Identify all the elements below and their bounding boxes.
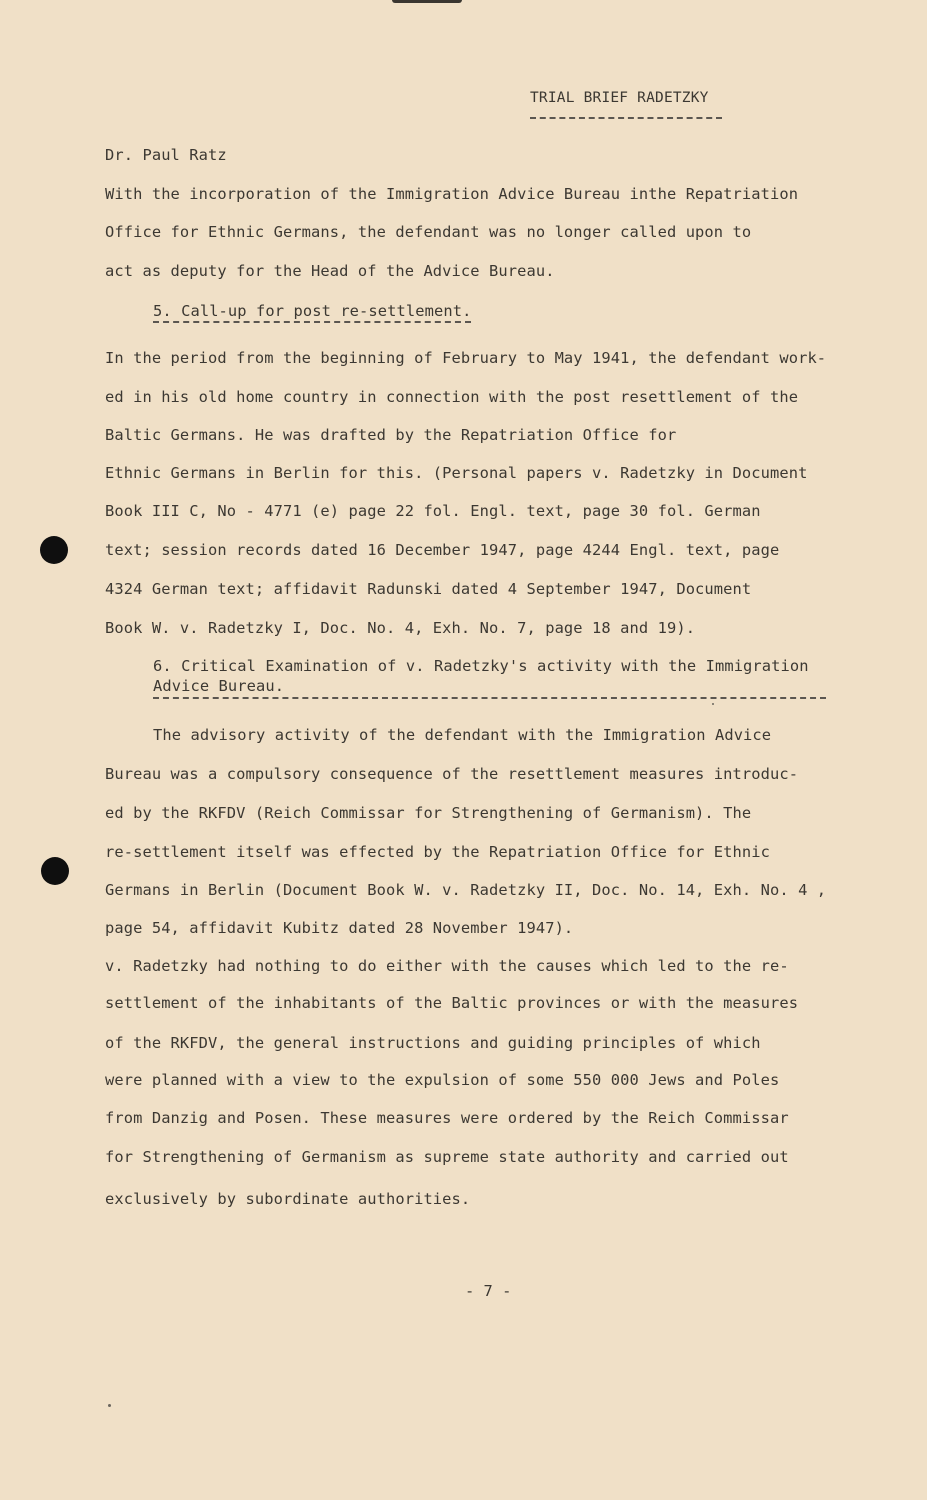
paragraph-2-line: Book W. v. Radetzky I, Doc. No. 4, Exh. No. 7, page 18 and 19). bbox=[105, 619, 696, 637]
paper-speck bbox=[712, 703, 714, 705]
punch-hole-upper bbox=[40, 536, 68, 564]
paragraph-3-line: Germans in Berlin (Document Book W. v. Radetzky II, Doc. No. 14, Exh. No. 4 , bbox=[105, 881, 827, 899]
paragraph-2-line: Book III C, No - 4771 (e) page 22 fol. Engl. text, page 30 fol. German bbox=[105, 502, 761, 520]
paragraph-1-line: With the incorporation of the Immigration Advice Bureau inthe Repatriation bbox=[105, 185, 799, 203]
document-header-title: TRIAL BRIEF RADETZKY bbox=[530, 90, 709, 106]
paragraph-3-line: ed by the RKFDV (Reich Commissar for Strengthening of Germanism). The bbox=[105, 804, 752, 822]
paragraph-2-line: Baltic Germans. He was drafted by the Repatriation Office for bbox=[105, 426, 677, 444]
section-6-heading-line-2: Advice Bureau. bbox=[153, 677, 285, 695]
paragraph-4-line: exclusively by subordinate authorities. bbox=[105, 1190, 471, 1208]
paragraph-3-line: Bureau was a compulsory consequence of the resettlement measures introduc- bbox=[105, 765, 799, 783]
paragraph-4-line: settlement of the inhabitants of the Baltic provinces or with the measures bbox=[105, 994, 799, 1012]
paragraph-4-line: were planned with a view to the expulsion of some 550 000 Jews and Poles bbox=[105, 1071, 780, 1089]
section-5-heading: 5. Call-up for post re-settlement. bbox=[153, 304, 471, 323]
paragraph-2-line: text; session records dated 16 December 1947, page 4244 Engl. text, page bbox=[105, 541, 780, 559]
punch-hole-lower bbox=[41, 857, 69, 885]
paragraph-1-line: Office for Ethnic Germans, the defendant was no longer called upon to bbox=[105, 223, 752, 241]
paper-speck bbox=[108, 1404, 111, 1407]
top-edge-mark bbox=[392, 0, 462, 3]
section-6-heading-line-1: 6. Critical Examination of v. Radetzky's activity with the Immigration bbox=[153, 657, 809, 675]
paragraph-2-line: In the period from the beginning of February to May 1941, the defendant work- bbox=[105, 349, 827, 367]
paragraph-2-line: 4324 German text; affidavit Radunski dated 4 September 1947, Document bbox=[105, 580, 752, 598]
paragraph-2-line: Ethnic Germans in Berlin for this. (Personal papers v. Radetzky in Document bbox=[105, 464, 808, 482]
header-underline bbox=[530, 117, 722, 119]
paragraph-4-line: v. Radetzky had nothing to do either with the causes which led to the re- bbox=[105, 957, 789, 975]
page-number: - 7 - bbox=[465, 1282, 512, 1300]
paragraph-2-line: ed in his old home country in connection with the post resettlement of the bbox=[105, 388, 799, 406]
paragraph-3-line: The advisory activity of the defendant with the Immigration Advice bbox=[153, 726, 772, 744]
paragraph-3-line: page 54, affidavit Kubitz dated 28 November 1947). bbox=[105, 919, 574, 937]
paragraph-4-line: from Danzig and Posen. These measures were ordered by the Reich Commissar bbox=[105, 1109, 789, 1127]
section-6-underline bbox=[153, 697, 826, 699]
paragraph-3-line: re-settlement itself was effected by the Repatriation Office for Ethnic bbox=[105, 843, 770, 861]
paragraph-4-line: for Strengthening of Germanism as supreme state authority and carried out bbox=[105, 1148, 789, 1166]
paragraph-4-line: of the RKFDV, the general instructions and guiding principles of which bbox=[105, 1034, 761, 1052]
paragraph-1-line: act as deputy for the Head of the Advice Bureau. bbox=[105, 262, 555, 280]
author-line: Dr. Paul Ratz bbox=[105, 146, 227, 164]
